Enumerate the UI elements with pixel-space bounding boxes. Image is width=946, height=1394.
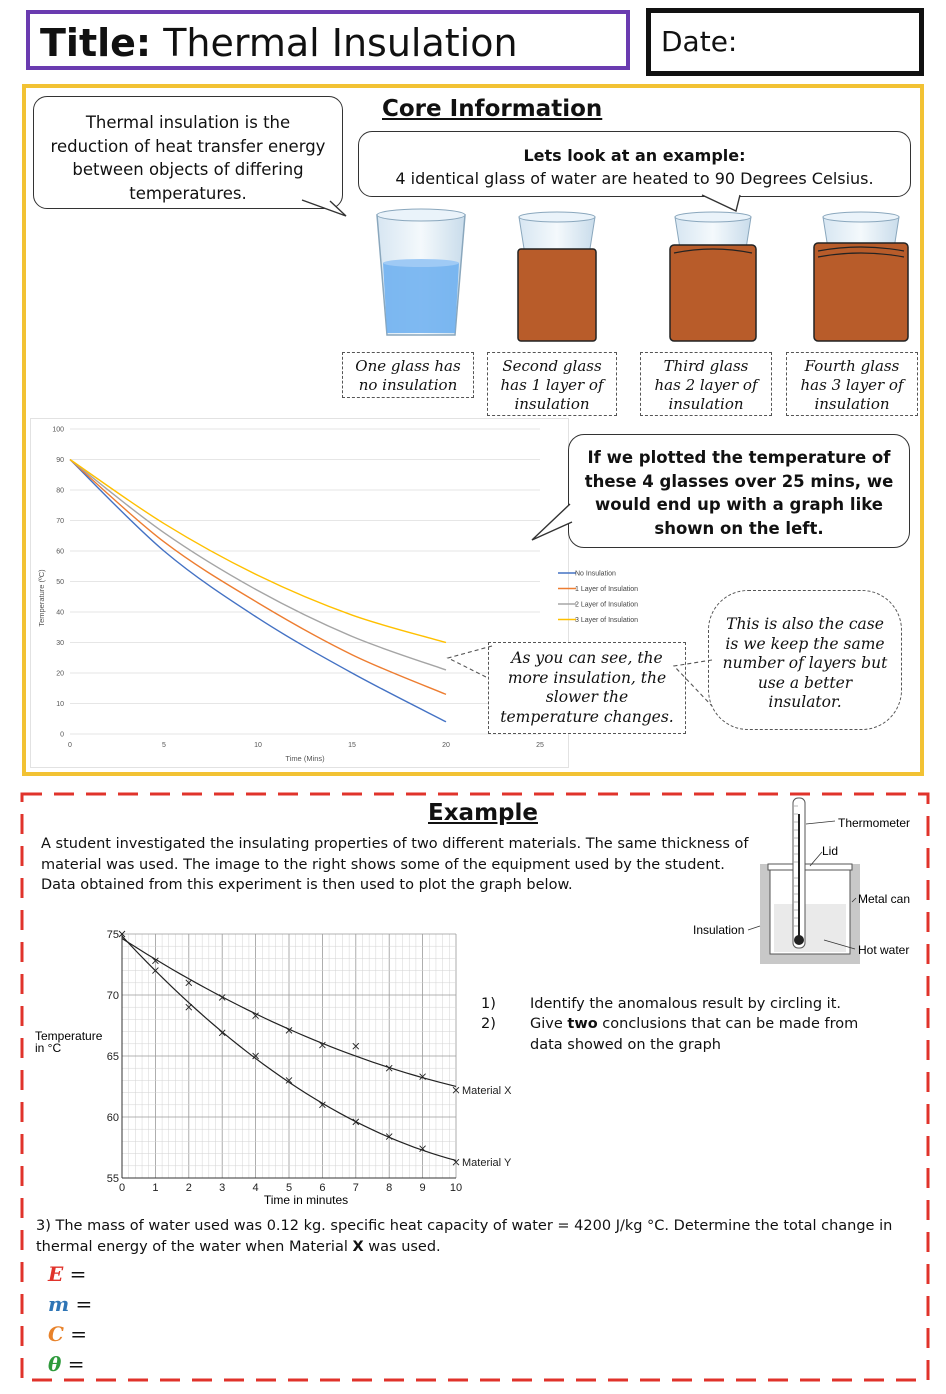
cooling-chart-y-tick: 50	[56, 579, 64, 586]
materials-chart-x-tick: 5	[285, 1182, 293, 1194]
page-title: Title: Thermal Insulation	[40, 21, 518, 65]
question-3: 3) The mass of water used was 0.12 kg. specific heat capacity of water = 4200 J/kg °C. Determine the total change in thermal energy of the water when Material X was used.	[36, 1218, 893, 1255]
example-intro-text: 4 identical glass of water are heated to 90 Degrees Celsius.	[395, 169, 874, 188]
materials-chart-y-tick: 75	[106, 929, 119, 941]
example-intro-bubble	[358, 131, 911, 197]
example-heading: Example	[428, 800, 538, 826]
graph-note-bubble	[568, 434, 910, 548]
definition-bubble-tail	[300, 200, 360, 220]
cooling-chart-y-tick: 30	[56, 640, 64, 647]
materials-chart-x-tick: 4	[252, 1182, 259, 1194]
cooling-chart-x-label: Time (Mins)	[285, 754, 325, 763]
materials-chart-x-tick: 7	[352, 1182, 359, 1194]
cooling-chart-legend-label: 1 Layer of Insulation	[575, 586, 639, 593]
glass-label-3: Third glass has 2 layer of insulation	[640, 352, 772, 416]
materials-chart-x-label: Time in minutes	[263, 1193, 349, 1207]
definition-bubble	[33, 96, 343, 209]
title-box	[26, 10, 630, 70]
symbol-energy: E =	[48, 1262, 87, 1286]
cooling-chart-y-tick: 90	[56, 457, 64, 464]
materials-chart-x-tick: 10	[449, 1182, 463, 1194]
symbol-temperature: θ =	[48, 1352, 85, 1376]
cooling-chart-x-tick: 15	[348, 742, 356, 749]
materials-chart-y-tick: 55	[106, 1173, 119, 1185]
cooling-chart-y-tick: 10	[56, 701, 64, 708]
lid	[768, 864, 852, 870]
materials-chart-x-tick: 8	[386, 1182, 393, 1194]
materials-chart	[30, 924, 512, 1210]
cooling-chart-x-tick: 20	[442, 742, 450, 749]
date-box	[646, 8, 924, 76]
question-1-number: 1)	[481, 996, 496, 1012]
lid-label: Lid	[822, 844, 839, 858]
glass-no-insulation	[377, 209, 465, 335]
equation-symbols	[48, 1262, 92, 1382]
materials-chart-x-tick: 3	[219, 1182, 226, 1194]
cooling-chart-legend-label: 2 Layer of Insulation	[575, 601, 639, 609]
glass-label-1: One glass has no insulation	[342, 352, 474, 398]
materials-chart-series-label: Material X	[462, 1085, 512, 1098]
cooling-chart-x-tick: 10	[254, 742, 262, 749]
materials-chart-x-tick: 9	[419, 1182, 426, 1194]
better-insulator-note: This is also the case is we keep the same number of layers but use a better insulator.	[708, 590, 902, 730]
materials-chart-y-tick: 60	[106, 1112, 119, 1124]
metal-can-label: Metal can	[858, 892, 911, 906]
cooling-chart-y-tick: 20	[56, 670, 64, 678]
cooling-chart-legend-label: 3 Layer of Insulation	[575, 617, 639, 624]
cooling-chart-x-tick: 25	[536, 742, 544, 749]
materials-chart-y-label: Temperature in °C	[35, 1029, 103, 1055]
materials-chart-x-tick: 2	[185, 1182, 192, 1194]
materials-chart-y-tick: 65	[106, 1051, 119, 1063]
cooling-chart-y-tick: 40	[56, 609, 64, 617]
cooling-chart-x-tick: 0	[68, 742, 72, 749]
insulation-note: As you can see, the more insulation, the slower the temperature changes.	[488, 642, 686, 734]
glass-label-2: Second glass has 1 layer of insulation	[487, 352, 617, 416]
cooling-chart-legend-label: No Insulation	[575, 570, 616, 578]
cooling-chart-y-tick: 70	[56, 518, 64, 525]
glass-one-layer	[518, 212, 596, 341]
materials-chart-x-tick: 6	[319, 1182, 326, 1194]
insulation-note-pointer	[444, 644, 494, 684]
glasses-illustration	[365, 205, 925, 345]
glass-two-layers	[670, 212, 756, 341]
materials-chart-series-label: Material Y	[462, 1157, 512, 1170]
materials-chart-y-tick: 70	[106, 990, 119, 1002]
example-intro: A student investigated the insulating properties of two different materials. The same thickness of material was used. The image to the right shows some of the equipment used by the student. Data obtained from this experiment is then used to plot the graph below.	[41, 836, 749, 893]
symbol-mass: m =	[48, 1292, 93, 1316]
question-2-number: 2)	[481, 1016, 496, 1032]
graph-note-text: If we plotted the temperature of these 4 glasses over 25 mins, we would end up with a graph like shown on the left.	[584, 448, 894, 538]
question-2-text: Give two conclusions that can be made from data showed on the graph	[530, 1016, 859, 1053]
cooling-chart-y-tick: 60	[56, 548, 64, 556]
better-insulator-pointer	[668, 640, 718, 710]
core-heading: Core Information	[382, 96, 603, 122]
cooling-chart-x-tick: 5	[162, 742, 166, 749]
example-intro-bold: Lets look at an example:	[523, 146, 746, 165]
materials-chart-x-tick: 1	[152, 1182, 159, 1194]
cooling-chart-y-tick: 80	[56, 487, 64, 495]
graph-note-tail	[528, 500, 588, 545]
date-label: Date:	[661, 25, 738, 58]
hot-water-label: Hot water	[858, 943, 910, 957]
apparatus-diagram	[690, 794, 924, 984]
materials-chart-x-tick: 0	[118, 1182, 126, 1194]
cooling-chart-y-tick: 0	[60, 731, 64, 739]
question-1-text: Identify the anomalous result by circling it.	[530, 996, 841, 1012]
glass-three-layers	[814, 212, 908, 341]
definition-text: Thermal insulation is the reduction of heat transfer energy between objects of differing temperatures.	[50, 113, 326, 203]
cooling-chart-y-tick: 100	[52, 426, 64, 434]
glass-label-4: Fourth glass has 3 layer of insulation	[786, 352, 918, 416]
symbol-shc: C =	[48, 1322, 88, 1346]
thermometer-label: Thermometer	[838, 816, 911, 830]
insulation-label: Insulation	[693, 923, 745, 937]
hot-water	[774, 904, 846, 952]
cooling-chart-y-label: Temperature (ºC)	[37, 569, 46, 627]
